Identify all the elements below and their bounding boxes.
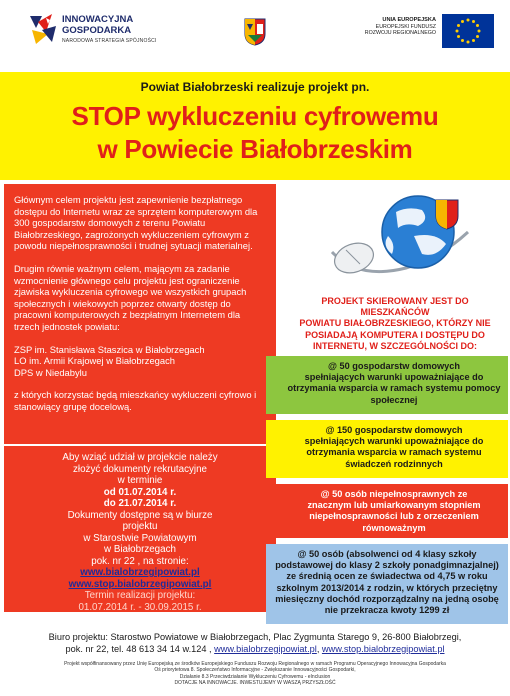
logo-header: [0, 0, 510, 72]
group-3-text: znacznym lub umiarkowanym stopniem niepełnosprawności lub z orzeczeniem równoważnym: [307, 500, 481, 533]
eu-line2: EUROPEJSKI FUNDUSZ: [375, 23, 436, 30]
target-line: MIESZKAŃCÓW: [360, 307, 430, 318]
group-3-heading: @ 50 osób niepełnosprawnych ze: [320, 489, 468, 499]
footer-website-link[interactable]: www.bialobrzegipowiat.pl: [214, 643, 317, 654]
innowacyjna-gospodarka-logo: [28, 12, 178, 52]
target-line: POWIATU BIAŁOBRZESKIEGO, KTÓRZY NIE: [299, 318, 491, 329]
ig-logo-wordmark: [62, 14, 133, 36]
group-4-text: @ 50 osób (absolwenci od 4 klasy szkoły podstawowej do klasy 2 szkoły ponadgimnazjalnej) ze średnią ocen ze świadectwa od 4,75 w roku szkolnym 2013/2014 z rodzin, w których przeciętny miesięczny dochód rozporządzalny na jedną osobę nie przekracza kwoty 1299 zł: [275, 549, 499, 616]
recruit-line: w Starostwie Powiatowym: [83, 532, 197, 544]
recruit-date-to: do 21.07.2014 r.: [103, 498, 177, 509]
eu-logo: [360, 14, 500, 50]
target-line: PROJEKT SKIEROWANY JEST DO: [321, 296, 469, 306]
recruit-line: projektu: [122, 521, 158, 532]
group-1-heading: @ 50 gospodarstw domowych: [328, 361, 460, 371]
group-1-text: spełniających warunki upoważniające do otrzymania wsparcia w ramach systemu pomocy społecznej: [287, 372, 501, 405]
goal-paragraph-1: Głównym celem projektu jest zapewnienie bezpłatnego dostępu do Internetu wraz ze sprzętem komputerowym dla 300 gospodarstw domowych z terenu Powiatu Białobrzeskiego, zagrożonych wykluczeniem cyfrowym z powodu niepełnosprawności i trudnej sytuacji materialnej.: [14, 194, 258, 252]
banner-title: [0, 100, 510, 166]
target-group-heading: [284, 296, 506, 352]
recruit-line: w terminie: [117, 475, 163, 486]
ig-logo-line1: INNOWACYJNA: [62, 14, 134, 25]
group-2-text: spełniających warunki upoważniające do otrzymania wsparcia w ramach systemu świadczeń rodzinnych: [304, 436, 484, 469]
group-box-disabled-persons: [266, 484, 508, 538]
banner-intro: Powiat Białobrzeski realizuje projekt pn.: [140, 80, 370, 94]
eu-line1: UNIA EUROPEJSKA: [382, 17, 436, 23]
banner-title-line2: w Powiecie Białobrzeskim: [97, 134, 413, 164]
recruitment-box: [4, 446, 276, 612]
school-item: ZSP im. Stanisława Staszica w Białobrzegach: [14, 343, 205, 355]
footer-address: Biuro projektu: Starostwo Powiatowe w Białobrzegach, Plac Zygmunta Starego 9, 26-800 Białobrzegi,: [48, 632, 462, 642]
recruit-line: Dokumenty dostępne są w biurze: [67, 509, 213, 521]
recruit-line: w Białobrzegach: [104, 544, 176, 555]
eu-line3: ROZWOJU REGIONALNEGO: [364, 30, 436, 36]
school-item: LO im. Armii Krajowej w Białobrzegach: [14, 355, 175, 367]
disclaimer-line: Projekt współfinansowany przez Unię Europejską ze środków Europejskiego Funduszu Rozwoju Regionalnego w ramach Programu Operacyjnego Innowacyjna Gospodarka: [64, 661, 446, 667]
globe-mouse-illustration: [318, 192, 478, 284]
innowacyjna-gospodarka-mark-icon: [28, 12, 58, 46]
footer-phone-line: pok. nr 22, tel. 48 613 34 14 w.124 , www.bialobrzegipowiat.pl, www.stop.bialobrzegipowiat.pl: [65, 643, 445, 654]
footer-contact: [0, 632, 510, 655]
term-label: Termin realizacji projektu:: [84, 590, 196, 601]
banner-title-line1: STOP wykluczeniu cyfrowemu: [71, 101, 439, 131]
term-dates: 01.07.2014 r. - 30.09.2015 r.: [78, 601, 202, 613]
funding-disclaimer: [0, 661, 510, 686]
disclaimer-line: Działanie 8.3 Przeciwdziałanie Wykluczeniu Cyfrowemu - eInclusion: [179, 673, 331, 680]
goal-paragraph-3: z których korzystać będą mieszkańcy wykluczeni cyfrowo i stanowiący grupę docelową.: [14, 389, 257, 412]
eu-flag-icon: [442, 14, 494, 48]
ig-logo-subtitle: NARODOWA STRATEGIA SPÓJNOŚCI: [62, 38, 157, 44]
group-box-social-assistance: [266, 356, 508, 414]
group-box-family-benefits: [266, 420, 508, 478]
recruit-line: złożyć dokumenty rekrutacyjne: [73, 463, 207, 475]
project-goals-box: [4, 184, 276, 444]
schools-list: [14, 344, 266, 379]
footer-project-link[interactable]: www.stop.bialobrzegipowiat.pl: [321, 643, 445, 654]
recruit-line: pok. nr 22 , na stronie:: [91, 555, 189, 567]
eu-logo-text: [360, 17, 436, 37]
goal-paragraph-2: Drugim równie ważnym celem, mającym za zadanie wzmocnienie głównego celu projektu jest ograniczenie zjawiska wykluczenia cyfrowego we wszystkich grupach społecznych i wiekowych poprzez otwarty dostęp do pracowni komputerowych z bezpłatnym Internetem dla trzech jednostek powiatu:: [14, 262, 247, 332]
ig-logo-line2: GOSPODARKA: [62, 25, 132, 36]
target-line: POSIADAJĄ KOMPUTERA I DOSTĘPU DO: [305, 329, 485, 340]
footer-phone: pok. nr 22, tel. 48 613 34 14 w.124 ,: [65, 643, 212, 654]
recruit-line: Aby wziąć udział w projekcie należy: [62, 452, 218, 463]
title-banner: [0, 72, 510, 180]
disclaimer-line: DOTACJE NA INNOWACJE. INWESTUJEMY W WASZĄ PRZYSZŁOŚĆ: [174, 679, 336, 686]
powiat-crest-icon: [244, 18, 266, 46]
recruit-date-from: od 01.07.2014 r.: [103, 486, 177, 498]
school-item: DPS w Niedabylu: [14, 366, 87, 378]
target-line: INTERNETU, W SZCZEGÓLNOŚCI DO:: [313, 340, 477, 351]
disclaimer-line: Oś priorytetowa 8. Społeczeństwo Informacyjne - Zwiększanie Innowacyjności Gospodarki,: [154, 667, 356, 674]
website-link[interactable]: www.bialobrzegipowiat.pl: [80, 567, 200, 578]
group-box-students: [266, 544, 508, 624]
project-website-link[interactable]: www.stop.bialobrzegipowiat.pl: [68, 578, 212, 590]
group-2-heading: @ 150 gospodarstw domowych: [325, 425, 463, 435]
